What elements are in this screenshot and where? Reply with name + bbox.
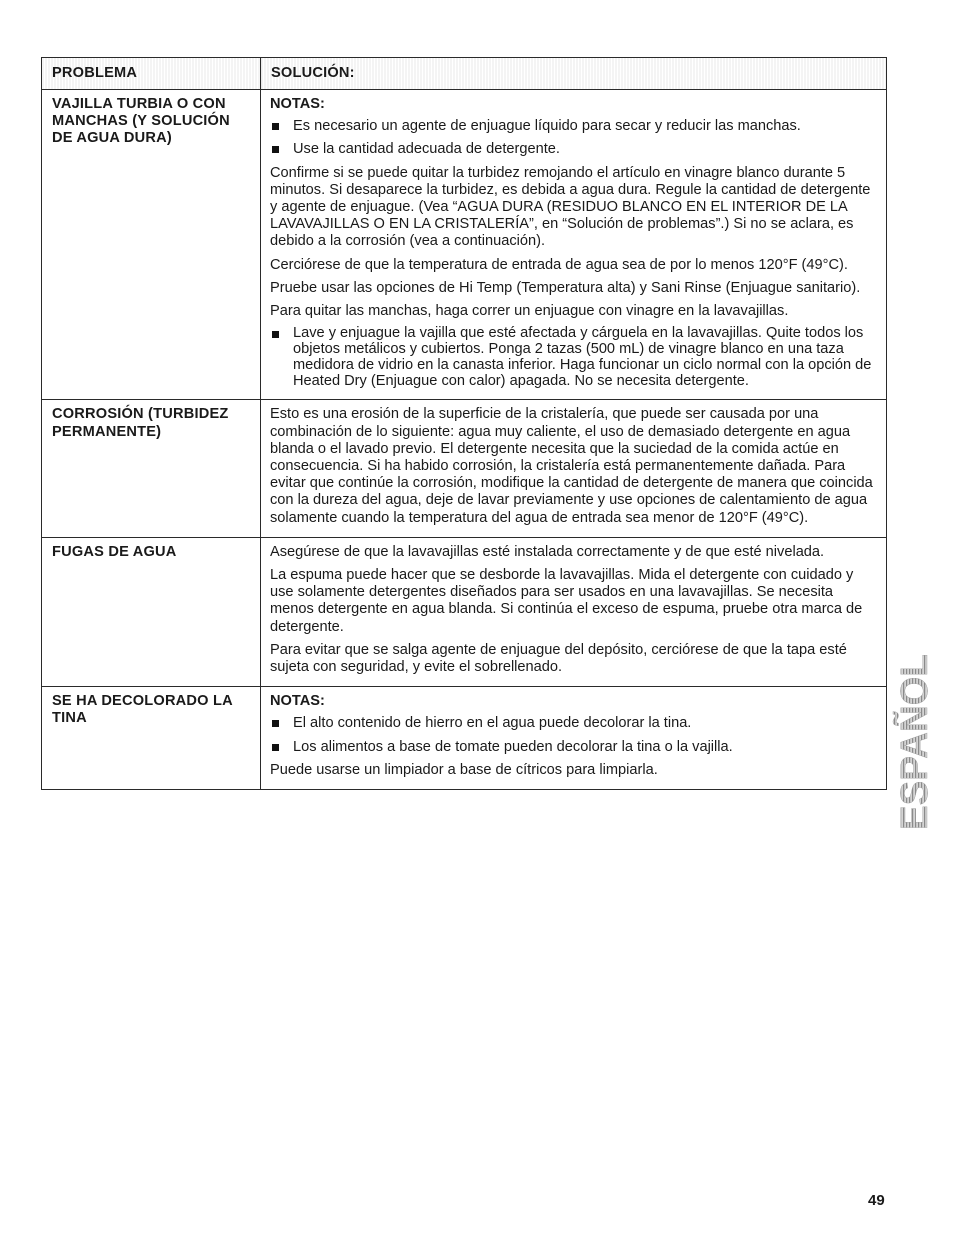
solution-cell [261,687,887,790]
bullet-item [270,715,876,732]
paragraph: Esto es una erosión de la superficie de la cristalería, que puede ser causada por una combinación de lo siguiente: agua muy caliente, el uso de demasiado detergente en agua blanda o el lavado previo. El detergente necesita que la suciedad de la comida actúe en consecuencia. Si ha habido corrosión, la cristalería está permanentemente dañada. Para evitar que continúe la corrosión, modifique la cantidad de detergente de manera que coincida con la dureza del agua, deje de lavar previamente y use opciones de calentamiento de agua solamente cuando la temperatura del agua de entrada sea menor de 120°F (49°C). [270,406,873,526]
bullet-text: El alto contenido de hierro en el agua puede decolorar la tina. [293,715,692,732]
paragraph: Confirme si se puede quitar la turbidez remojando el artículo en vinagre blanco durante 5 minutos. Si desaparece la turbidez, es debida a agua dura. Regule la cantidad de detergente y agente de enjuague. (Vea “AGUA DURA (RESIDUO BLANCO EN EL INTERIOR DE LA LAVAVAJILLAS O EN LA CRISTALERÍA”, en “Solución de problemas”.) Si no se aclara, es debido a la corrosión (vea a continuación). [270,164,871,250]
bullet-text: Es necesario un agente de enjuague líquido para secar y reducir las manchas. [293,118,801,135]
language-side-label [894,649,936,832]
page-number: 49 [868,1192,885,1209]
bullet-text: Los alimentos a base de tomate pueden decolorar la tina o la vajilla. [293,738,733,755]
table-header-row [42,58,887,90]
bullet-square-icon [272,744,279,751]
paragraph: Puede usarse un limpiador a base de cítricos para limpiarla. [270,761,658,778]
bullet-square-icon [272,146,279,153]
notes-heading: NOTAS: [270,693,325,710]
table-row [42,90,887,400]
bullet-text: Use la cantidad adecuada de detergente. [293,141,560,158]
problem-cell: FUGAS DE AGUA [42,537,261,686]
bullet-item [270,739,876,756]
solution-cell [261,90,887,400]
problem-cell: SE HA DECOLORADO LA TINA [42,687,261,790]
table-row [42,687,887,790]
bullet-square-icon [272,123,279,130]
table-row [42,400,887,537]
paragraph: Para evitar que se salga agente de enjuague del depósito, cerciórese de que la tapa esté sujeta con seguridad, y evite el sobrellenado. [270,641,847,676]
header-solution: SOLUCIÓN: [261,58,887,90]
paragraph: Para quitar las manchas, haga correr un enjuague con vinagre en la lavavajillas. [270,303,789,320]
paragraph: Cerciórese de que la temperatura de entrada de agua sea de por lo menos 120°F (49°C). [270,256,848,273]
paragraph: La espuma puede hacer que se desborde la lavavajillas. Mida el detergente con cuidado y use solamente detergentes diseñados para ser usados en una lavavajillas. Se necesita menos detergente en agua blanda. Si continúa el exceso de espuma, pruebe otra marca de detergente. [270,567,863,635]
troubleshooting-table [41,57,887,790]
side-label-text: ESPAÑOL [894,649,936,830]
table-row [42,537,887,686]
paragraph: Asegúrese de que la lavavajillas esté instalada correctamente y de que esté nivelada. [270,543,825,560]
bullet-square-icon [272,331,279,338]
bullet-square-icon [272,720,279,727]
bullet-item [270,118,876,135]
notes-heading: NOTAS: [270,96,325,112]
bullet-item [270,326,876,389]
header-problem: PROBLEMA [42,58,261,90]
solution-cell [261,400,887,537]
paragraph: Pruebe usar las opciones de Hi Temp (Temperatura alta) y Sani Rinse (Enjuague sanitario). [270,279,861,296]
bullet-text: Lave y enjuague la vajilla que esté afectada y cárguela en la lavavajillas. Quite todos los objetos metálicos y cubiertos. Ponga 2 tazas (500 mL) de vinagre blanco en una taza medidora de vidrio en la canasta inferior. Haga funcionar un ciclo normal con la opción de Heated Dry (Enjuague con calor) apagada. No se necesita detergente. [293,325,872,389]
bullet-item [270,141,876,158]
problem-cell: VAJILLA TURBIA O CON MANCHAS (Y SOLUCIÓN DE AGUA DURA) [42,90,261,400]
problem-cell: CORROSIÓN (TURBIDEZ PERMANENTE) [42,400,261,537]
solution-cell [261,537,887,686]
